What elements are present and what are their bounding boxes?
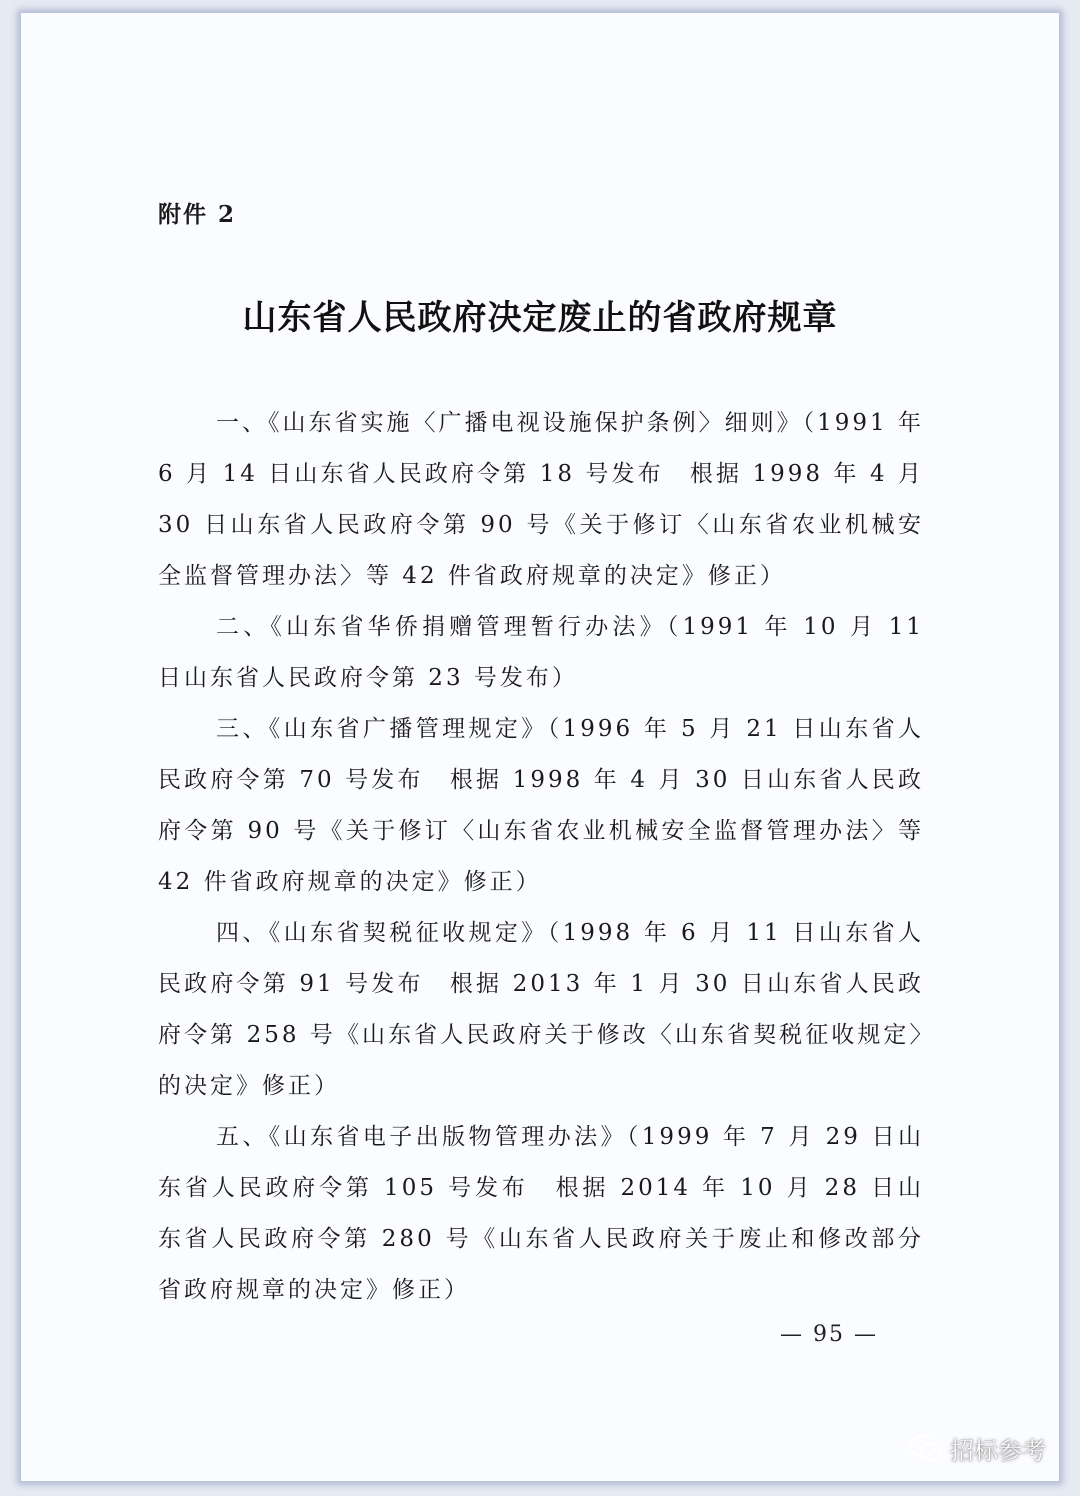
watermark-text: 招标参考	[950, 1437, 1046, 1465]
wechat-icon	[908, 1434, 944, 1464]
regulation-item-2: 二、《山东省华侨捐赠管理暂行办法》（1991 年 10 月 11 日山东省人民政府令第 23 号发布）	[158, 614, 924, 691]
page-number: — 95 —	[780, 1322, 878, 1347]
regulation-item-1: 一、《山东省实施〈广播电视设施保护条例〉细则》（1991 年 6 月 14 日山东省人民政府令第 18 号发布 根据 1998 年 4 月 30 日山东省人民政府令第 90 号《关于修订〈山东省农业机械安全监督管理办法〉等 42 件省政府规章的决定》修正）	[158, 410, 924, 589]
regulation-item-5: 五、《山东省电子出版物管理办法》（1999 年 7 月 29 日山东省人民政府令第 105 号发布 根据 2014 年 10 月 28 日山东省人民政府令第 280 号《山东省人民政府关于废止和修改部分省政府规章的决定》修正）	[158, 1124, 924, 1303]
regulation-item-3: 三、《山东省广播管理规定》（1996 年 5 月 21 日山东省人民政府令第 70 号发布 根据 1998 年 4 月 30 日山东省人民政府令第 90 号《关于修订〈山东省农业机械安全监督管理办法〉等 42 件省政府规章的决定》修正）	[158, 716, 924, 895]
attachment-label: 附件 2	[158, 201, 237, 228]
regulation-item-4: 四、《山东省契税征收规定》（1998 年 6 月 11 日山东省人民政府令第 91 号发布 根据 2013 年 1 月 30 日山东省人民政府令第 258 号《山东省人民政府关于修改〈山东省契税征收规定〉的决定》修正）	[158, 920, 924, 1099]
document-title: 山东省人民政府决定废止的省政府规章	[242, 298, 838, 338]
watermark	[908, 1431, 1046, 1466]
document-body	[158, 398, 924, 1316]
